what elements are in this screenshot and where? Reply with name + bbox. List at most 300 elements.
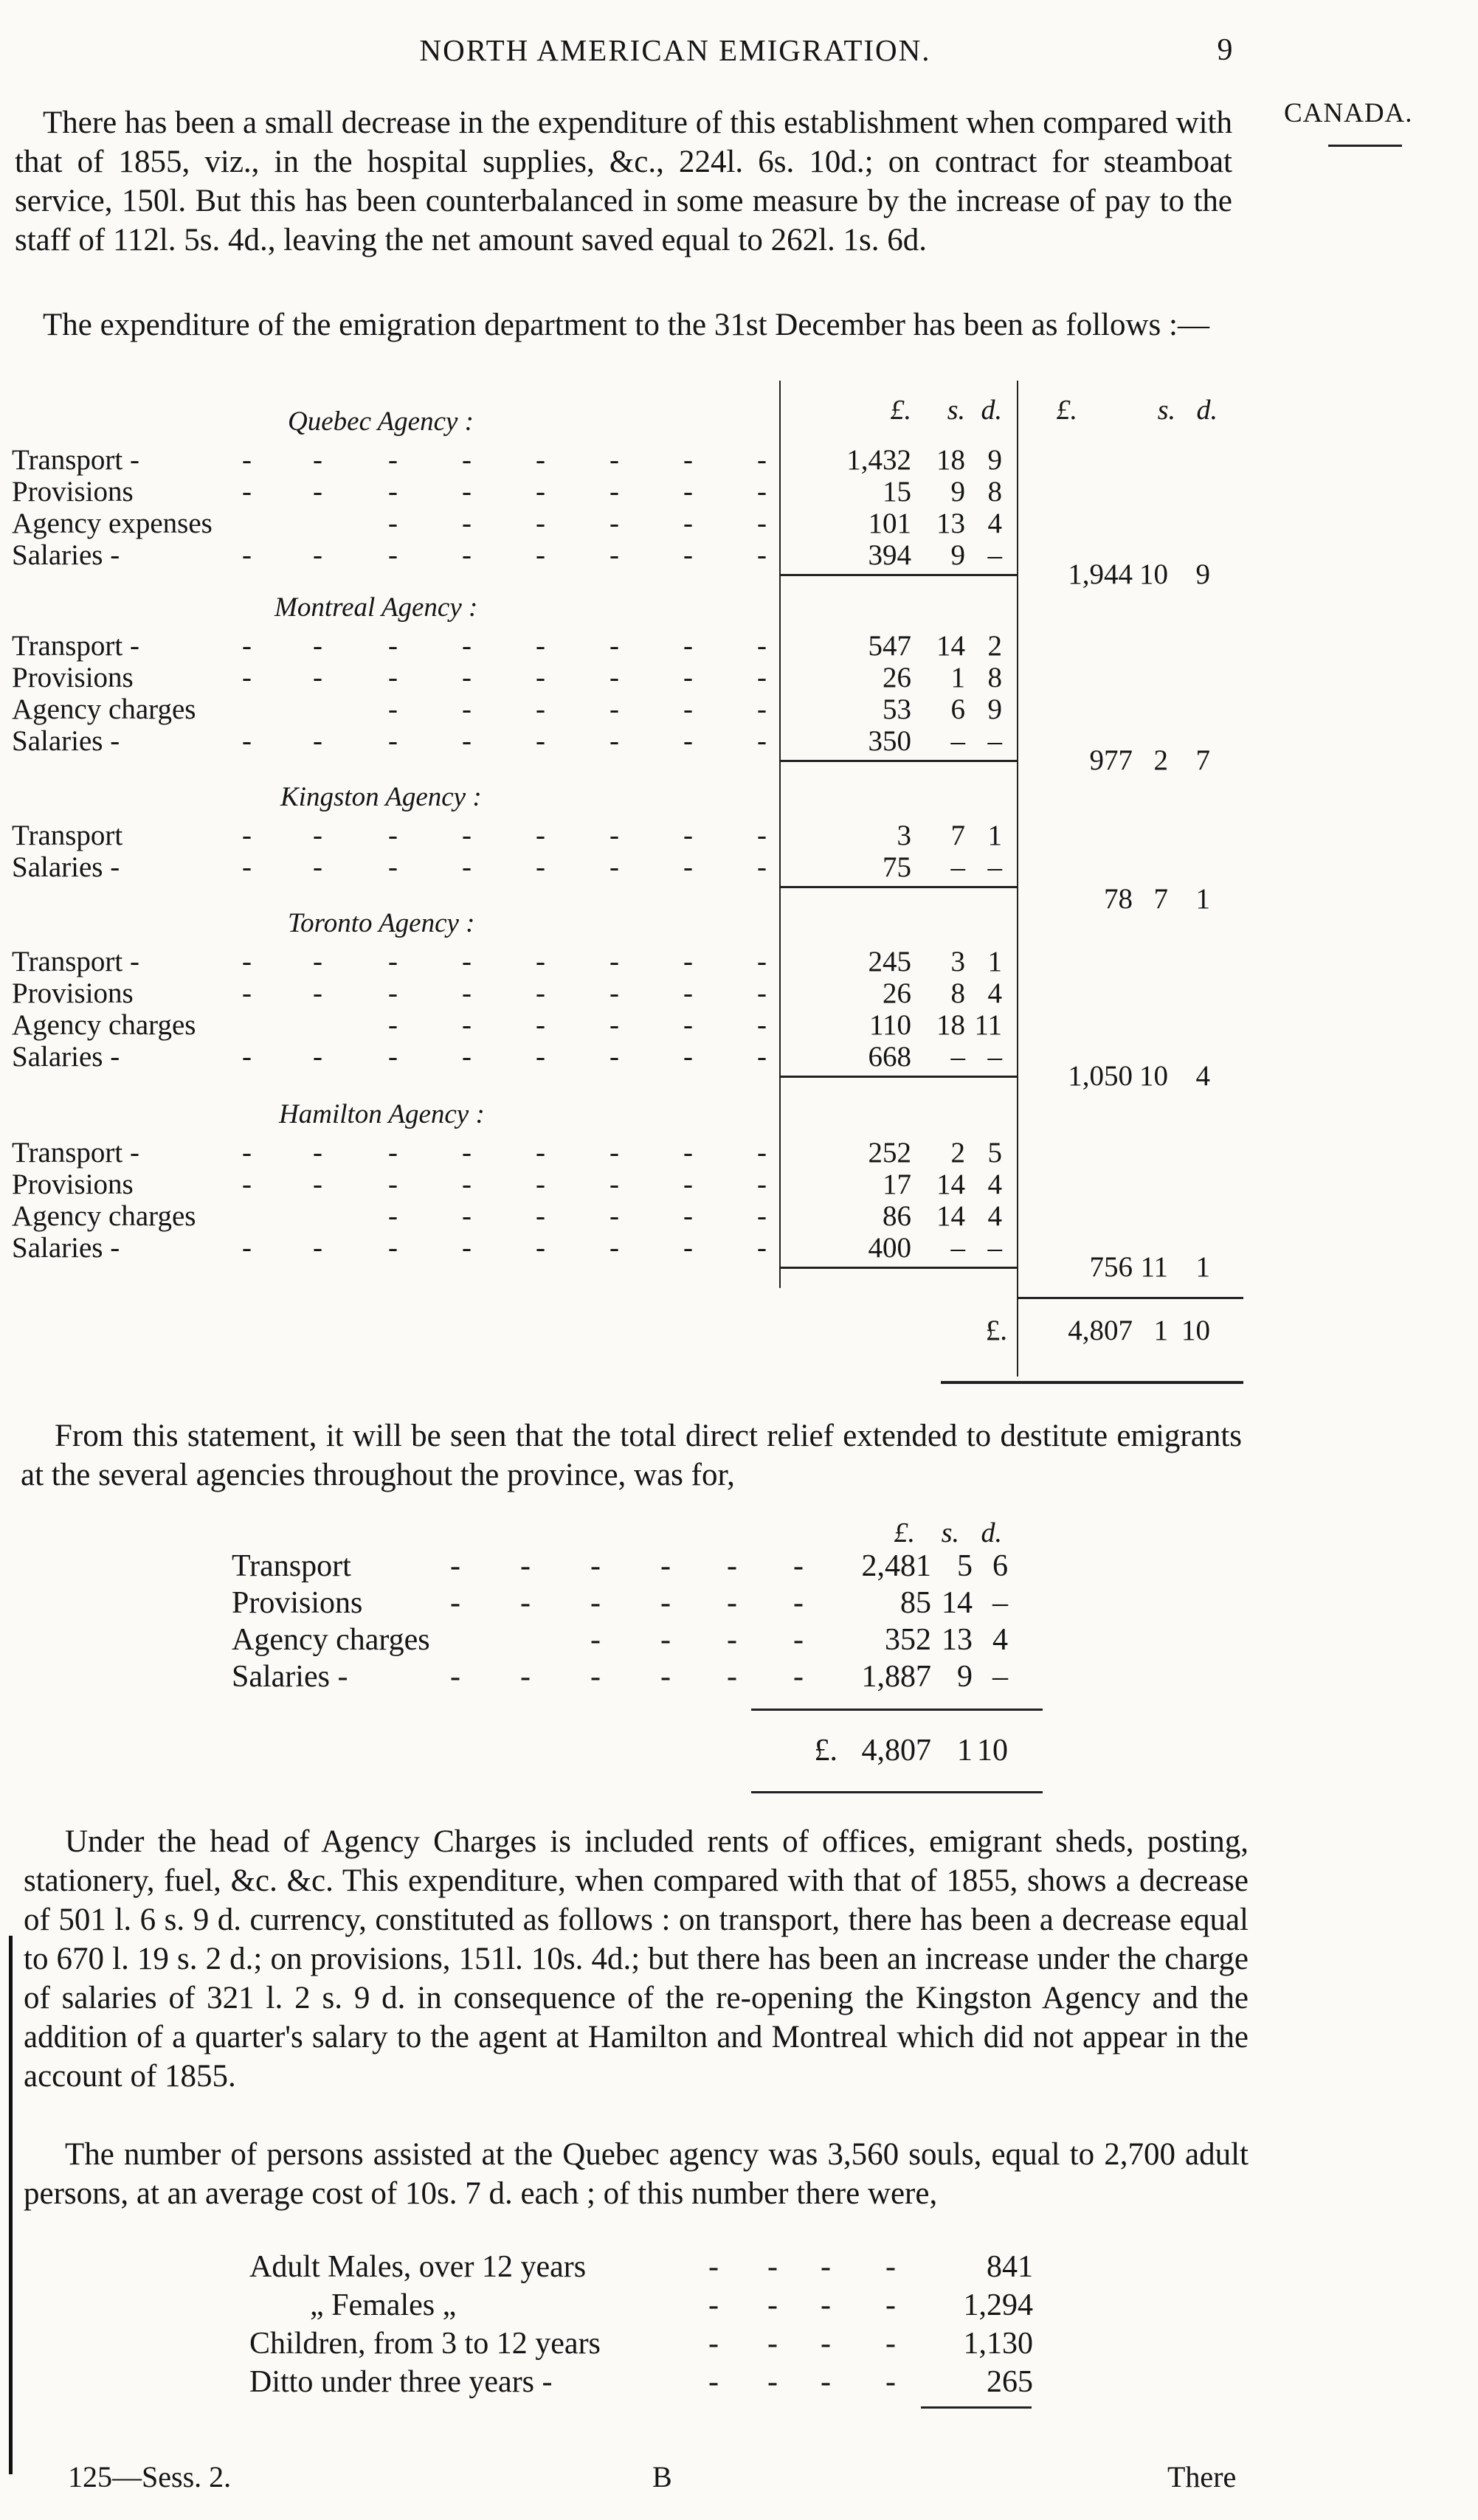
leader-dash: -: [450, 1586, 460, 1620]
ledger-pounds: 547: [868, 630, 911, 662]
leader-dash: -: [313, 1137, 322, 1169]
relief-pence: –: [992, 1660, 1008, 1694]
leader-dash: -: [536, 476, 545, 508]
leader-dash: -: [767, 2365, 778, 2399]
ledger-row-label: Provisions: [12, 1169, 134, 1200]
leader-dash: -: [313, 444, 322, 476]
ledger-shillings: 13: [936, 508, 965, 539]
leader-dash: -: [609, 1232, 619, 1264]
leader-dash: -: [536, 1137, 545, 1169]
ledger-row: [12, 476, 1266, 508]
leader-dash: -: [683, 1041, 693, 1073]
leader-dash: -: [520, 1586, 531, 1620]
expenditure-intro: [15, 305, 1232, 345]
grand-total-rule-top: [1018, 1297, 1243, 1299]
leader-dash: -: [660, 1623, 671, 1657]
leader-dash: -: [313, 476, 322, 508]
header-shillings: s.: [947, 395, 965, 426]
leader-dash: -: [590, 1623, 601, 1657]
quebec-persons-paragraph: [24, 2135, 1249, 2213]
leader-dash: -: [757, 539, 767, 571]
relief-row-label: Transport: [232, 1549, 351, 1583]
header-pence: d.: [981, 395, 1002, 426]
agency-total-shillings: 2: [1153, 744, 1168, 776]
leader-dash: -: [757, 1137, 767, 1169]
leader-dash: -: [536, 851, 545, 883]
leader-dash: -: [885, 2250, 896, 2284]
ledger-shillings: 9: [950, 476, 965, 508]
ledger-row: [12, 1200, 1266, 1233]
page-number: 9: [1217, 33, 1233, 67]
ledger-pence: 4: [987, 1200, 1002, 1232]
ledger-pence: –: [987, 725, 1002, 757]
ledger-shillings: 14: [936, 1169, 965, 1200]
ledger-row: [12, 1009, 1266, 1042]
leader-dash: -: [683, 946, 693, 977]
relief-total-row: [0, 1732, 1048, 1769]
ledger-row-label: Provisions: [12, 476, 134, 508]
ledger-shillings: 7: [950, 820, 965, 851]
ledger-row-label: Salaries -: [12, 1232, 120, 1264]
leader-dash: -: [462, 508, 472, 539]
leader-dash: -: [462, 693, 472, 725]
leader-dash: -: [462, 444, 472, 476]
leader-dash: -: [757, 476, 767, 508]
agency-charges-paragraph-text: Under the head of Agency Charges is included rents of offices, emigrant sheds, posting, stationery, fuel, &c. &c. This expenditure, when compared with that of 1855, shows a decrease of 501 l. 6 s. 9 d. currency, constituted as follows : on transport, there has been a decrease equal to 670 l. 19 s. 2 d.; on provisions, 151l. 10s. 4d.; but there has been an increase under the charge of salaries of 321 l. 2 s. 9 d. in consequence of the re-opening the Kingston Agency and the addition of a quarter's salary to the agent at Hamilton and Montreal which did not appear in the account of 1855.: [24, 1824, 1249, 2094]
leader-dash: -: [536, 693, 545, 725]
ledger-shillings: 1: [950, 662, 965, 693]
ledger-pounds: 101: [868, 508, 911, 539]
agency-total-shillings: 10: [1139, 1060, 1168, 1092]
leader-dash: -: [609, 725, 619, 757]
ledger-pounds: 75: [883, 851, 911, 883]
leader-dash: -: [609, 977, 619, 1009]
ledger-pence: 4: [987, 977, 1002, 1009]
persons-row: [0, 2287, 1048, 2324]
leader-dash: -: [821, 2250, 831, 2284]
agency-total-pounds: 977: [1089, 744, 1133, 776]
ledger-shillings: 2: [950, 1137, 965, 1169]
leader-dash: -: [388, 851, 398, 883]
ledger-row: [12, 1137, 1266, 1169]
leader-dash: -: [313, 1169, 322, 1200]
relief-row: [232, 1548, 1043, 1585]
agency-charges-paragraph: [24, 1822, 1249, 2096]
leader-dash: -: [388, 630, 398, 662]
leader-dash: -: [388, 508, 398, 539]
persons-row-label: Adult Males, over 12 years: [249, 2250, 587, 2284]
ledger-row-label: Agency charges: [12, 1200, 196, 1232]
leader-dash: -: [757, 444, 767, 476]
persons-value: 1,130: [963, 2327, 1033, 2361]
persons-row-label: Children, from 3 to 12 years: [249, 2327, 601, 2361]
relief-shillings: 9: [957, 1660, 973, 1694]
leader-dash: -: [708, 2365, 719, 2399]
ledger-row-label: Agency charges: [12, 693, 196, 725]
leader-dash: -: [683, 820, 693, 851]
ledger-shillings: 14: [936, 630, 965, 662]
leader-dash: -: [609, 1009, 619, 1041]
agency-total-pounds: 1,050: [1068, 1060, 1133, 1092]
leader-dash: -: [590, 1586, 601, 1620]
leader-dash: -: [683, 476, 693, 508]
leader-dash: -: [462, 851, 472, 883]
ledger-pence: 4: [987, 508, 1002, 539]
leader-dash: -: [757, 1232, 767, 1264]
running-head-title: NORTH AMERICAN EMIGRATION.: [419, 33, 931, 67]
leader-dash: -: [388, 977, 398, 1009]
leader-dash: -: [821, 2288, 831, 2322]
leader-dash: -: [462, 539, 472, 571]
leader-dash: -: [757, 508, 767, 539]
leader-dash: -: [242, 476, 252, 508]
persons-value: 1,294: [963, 2288, 1033, 2322]
ledger-row-label: Transport -: [12, 630, 139, 662]
ledger-shillings: 6: [950, 693, 965, 725]
persons-value: 841: [987, 2250, 1033, 2284]
agency-total-row: [0, 1060, 1254, 1093]
ledger-pence: 5: [987, 1137, 1002, 1169]
leader-dash: -: [313, 977, 322, 1009]
agency-total-pence: 1: [1195, 1251, 1210, 1283]
grand-total-row: [0, 1315, 1269, 1347]
agency-total-shillings: 7: [1153, 883, 1168, 915]
grand-total-rule-bottom: [941, 1381, 1243, 1384]
ledger-pence: –: [987, 851, 1002, 883]
relief-pence: –: [992, 1586, 1008, 1620]
ledger-pence: –: [987, 1041, 1002, 1073]
leader-dash: -: [242, 1041, 252, 1073]
ledger-pounds: 394: [868, 539, 911, 571]
relief-total-pounds: 4,807: [861, 1734, 931, 1768]
relief-pence: 4: [992, 1623, 1008, 1657]
ledger-pence: –: [987, 539, 1002, 571]
leader-dash: -: [885, 2365, 896, 2399]
relief-paragraph-text: From this statement, it will be seen that the total direct relief extended to destitute emigrants at the several agencies throughout the province, was for,: [21, 1419, 1242, 1492]
relief-pounds: 85: [900, 1586, 931, 1620]
leader-dash: -: [793, 1623, 804, 1657]
persons-row: [0, 2325, 1048, 2362]
relief-pounds: 352: [885, 1623, 931, 1657]
leader-dash: -: [242, 851, 252, 883]
ledger-shillings: 18: [936, 444, 965, 476]
ledger-pence: 9: [987, 693, 1002, 725]
intro-paragraph-text: There has been a small decrease in the expenditure of this establishment when compared with that of 1855, viz., in the hospital supplies, &c., 224l. 6s. 10d.; on contract for steamboat service, 150l. But this has been counterbalanced in some measure by the increase of pay to the staff of 112l. 5s. 4d., leaving the net amount saved equal to 262l. 1s. 6d.: [15, 105, 1232, 257]
leader-dash: -: [536, 662, 545, 693]
agency-total-row: [0, 558, 1254, 591]
leader-dash: -: [462, 476, 472, 508]
agency-total-shillings: 10: [1139, 558, 1168, 590]
ledger-pence: 9: [987, 444, 1002, 476]
leader-dash: -: [767, 2250, 778, 2284]
leader-dash: -: [793, 1586, 804, 1620]
leader-dash: -: [313, 630, 322, 662]
leader-dash: -: [313, 1232, 322, 1264]
footer-signature: B: [652, 2460, 672, 2493]
leader-dash: -: [536, 539, 545, 571]
leader-dash: -: [683, 1009, 693, 1041]
leader-dash: -: [313, 725, 322, 757]
leader-dash: -: [388, 539, 398, 571]
persons-row: [0, 2249, 1048, 2285]
relief-row: [232, 1585, 1043, 1621]
leader-dash: -: [609, 1137, 619, 1169]
ledger-pence: 8: [987, 476, 1002, 508]
relief-header-pounds: £.: [894, 1517, 915, 1548]
relief-total-prefix: £.: [814, 1734, 838, 1768]
relief-header-pence: d.: [981, 1517, 1002, 1548]
leader-dash: -: [388, 476, 398, 508]
ledger-pence: 1: [987, 946, 1002, 977]
leader-dash: -: [660, 1549, 671, 1583]
leader-dash: -: [388, 1137, 398, 1169]
ledger-row-label: Provisions: [12, 662, 134, 693]
ledger-pounds: 26: [883, 662, 911, 693]
leader-dash: -: [683, 508, 693, 539]
header-total-pounds: £.: [1056, 395, 1077, 426]
persons-row: [0, 2364, 1048, 2400]
leader-dash: -: [683, 662, 693, 693]
leader-dash: -: [462, 1009, 472, 1041]
leader-dash: -: [462, 1169, 472, 1200]
leader-dash: -: [536, 725, 545, 757]
relief-paragraph: [21, 1416, 1242, 1495]
leader-dash: -: [609, 539, 619, 571]
leader-dash: -: [757, 1009, 767, 1041]
leader-dash: -: [313, 946, 322, 977]
leader-dash: -: [462, 662, 472, 693]
leader-dash: -: [242, 630, 252, 662]
leader-dash: -: [450, 1549, 460, 1583]
leader-dash: -: [683, 539, 693, 571]
leader-dash: -: [821, 2327, 831, 2361]
leader-dash: -: [683, 693, 693, 725]
leader-dash: -: [388, 820, 398, 851]
ledger-row-label: Salaries -: [12, 851, 120, 883]
leader-dash: -: [388, 1041, 398, 1073]
agency-total-pence: 7: [1195, 744, 1210, 776]
leader-dash: -: [536, 1200, 545, 1232]
leader-dash: -: [757, 851, 767, 883]
leader-dash: -: [242, 1137, 252, 1169]
leader-dash: -: [536, 1009, 545, 1041]
leader-dash: -: [609, 1200, 619, 1232]
leader-dash: -: [609, 662, 619, 693]
leader-dash: -: [242, 1232, 252, 1264]
leader-dash: -: [609, 630, 619, 662]
leader-dash: -: [462, 725, 472, 757]
leader-dash: -: [313, 1041, 322, 1073]
agency-heading-hamilton: Hamilton Agency :: [279, 1099, 485, 1129]
leader-dash: -: [536, 1232, 545, 1264]
leader-dash: -: [388, 1232, 398, 1264]
leader-dash: -: [708, 2250, 719, 2284]
ledger-row-label: Transport -: [12, 444, 139, 476]
leader-dash: -: [388, 693, 398, 725]
ledger-row-label: Agency charges: [12, 1009, 196, 1041]
ledger-shillings: 14: [936, 1200, 965, 1232]
ledger-row: [12, 1169, 1266, 1201]
leader-dash: -: [757, 662, 767, 693]
leader-dash: -: [388, 946, 398, 977]
header-total-shillings: s.: [1157, 395, 1175, 426]
leader-dash: -: [757, 977, 767, 1009]
ledger-pounds: 26: [883, 977, 911, 1009]
ledger-row: [12, 820, 1266, 852]
leader-dash: -: [609, 693, 619, 725]
leader-dash: -: [683, 977, 693, 1009]
ledger-pounds: 400: [868, 1232, 911, 1264]
leader-dash: -: [242, 1169, 252, 1200]
ledger-row-label: Transport -: [12, 946, 139, 977]
relief-row-label: Agency charges: [232, 1623, 430, 1657]
leader-dash: -: [462, 630, 472, 662]
leader-dash: -: [450, 1660, 460, 1694]
agency-total-shillings: 11: [1140, 1251, 1168, 1283]
leader-dash: -: [609, 1041, 619, 1073]
margin-note-rule: [1328, 145, 1402, 147]
agency-heading-toronto: Toronto Agency :: [288, 908, 475, 938]
leader-dash: -: [609, 476, 619, 508]
ledger-pounds: 350: [868, 725, 911, 757]
leader-dash: -: [313, 662, 322, 693]
leader-dash: -: [767, 2288, 778, 2322]
ledger-shillings: –: [950, 1041, 965, 1073]
relief-shillings: 14: [942, 1586, 973, 1620]
relief-pence: 6: [992, 1549, 1008, 1583]
leader-dash: -: [660, 1586, 671, 1620]
leader-dash: -: [313, 539, 322, 571]
relief-total-rule-bottom: [751, 1791, 1043, 1793]
leader-dash: -: [757, 725, 767, 757]
leader-dash: -: [462, 1232, 472, 1264]
leader-dash: -: [727, 1586, 737, 1620]
leader-dash: -: [757, 630, 767, 662]
leader-dash: -: [683, 1169, 693, 1200]
leader-dash: -: [388, 1169, 398, 1200]
ledger-pounds: 3: [897, 820, 911, 851]
ledger-pence: 1: [987, 820, 1002, 851]
leader-dash: -: [683, 725, 693, 757]
leader-dash: -: [536, 630, 545, 662]
leader-dash: -: [462, 1041, 472, 1073]
leader-dash: -: [727, 1623, 737, 1657]
leader-dash: -: [683, 1200, 693, 1232]
leader-dash: -: [242, 662, 252, 693]
ledger-row-label: Provisions: [12, 977, 134, 1009]
leader-dash: -: [727, 1660, 737, 1694]
relief-row-label: Provisions: [232, 1586, 363, 1620]
agency-total-pence: 1: [1195, 883, 1210, 915]
quebec-persons-paragraph-text: The number of persons assisted at the Quebec agency was 3,560 souls, equal to 2,700 adult persons, at an average cost of 10s. 7 d. each ; of this number there were,: [24, 2137, 1249, 2211]
leader-dash: -: [242, 820, 252, 851]
agency-total-pence: 9: [1195, 558, 1210, 590]
ledger-pence: –: [987, 1232, 1002, 1264]
leader-dash: -: [767, 2327, 778, 2361]
leader-dash: -: [683, 851, 693, 883]
relief-shillings: 13: [942, 1623, 973, 1657]
ledger-pence: 8: [987, 662, 1002, 693]
ledger-pounds: 252: [868, 1137, 911, 1169]
ledger-shillings: –: [950, 851, 965, 883]
grand-total-prefix: £.: [985, 1315, 1007, 1346]
leader-dash: -: [757, 693, 767, 725]
relief-shillings: 5: [957, 1549, 973, 1583]
leader-dash: -: [609, 1169, 619, 1200]
relief-row: [232, 1621, 1043, 1658]
ledger-row: [12, 946, 1266, 978]
leader-dash: -: [885, 2288, 896, 2322]
leader-dash: -: [757, 946, 767, 977]
ledger-pounds: 110: [869, 1009, 911, 1041]
leader-dash: -: [683, 444, 693, 476]
ledger-pence: 2: [987, 630, 1002, 662]
agency-heading-quebec: Quebec Agency :: [288, 406, 474, 437]
leader-dash: -: [536, 820, 545, 851]
leader-dash: -: [520, 1660, 531, 1694]
leader-dash: -: [683, 1137, 693, 1169]
leader-dash: -: [462, 820, 472, 851]
leader-dash: -: [793, 1660, 804, 1694]
ledger-pence: 4: [987, 1169, 1002, 1200]
ledger-row-label: Transport -: [12, 1137, 139, 1169]
leader-dash: -: [821, 2365, 831, 2399]
relief-row-label: Salaries -: [232, 1660, 348, 1694]
agency-total-row: [0, 883, 1254, 915]
leader-dash: -: [388, 444, 398, 476]
grand-total-shillings: 1: [1153, 1315, 1168, 1346]
relief-row: [232, 1658, 1043, 1695]
leader-dash: -: [462, 977, 472, 1009]
leader-dash: -: [536, 508, 545, 539]
leader-dash: -: [609, 444, 619, 476]
leader-dash: -: [388, 1009, 398, 1041]
persons-row-label: Ditto under three years -: [249, 2365, 553, 2399]
leader-dash: -: [242, 946, 252, 977]
leader-dash: -: [708, 2288, 719, 2322]
ledger-pounds: 53: [883, 693, 911, 725]
agency-total-pence: 4: [1195, 1060, 1210, 1092]
leader-dash: -: [609, 820, 619, 851]
leader-dash: -: [242, 977, 252, 1009]
ledger-pounds: 17: [883, 1169, 911, 1200]
ledger-row: [12, 444, 1266, 477]
ledger-row: [12, 508, 1266, 540]
leader-dash: -: [242, 444, 252, 476]
header-total-pence: d.: [1196, 395, 1218, 426]
ledger-row-label: Salaries -: [12, 1041, 120, 1073]
ledger-pounds: 245: [868, 946, 911, 977]
leader-dash: -: [242, 725, 252, 757]
ledger-pence: 11: [974, 1009, 1002, 1041]
leader-dash: -: [536, 444, 545, 476]
ledger-shillings: 9: [950, 539, 965, 571]
agency-total-row: [0, 744, 1254, 777]
leader-dash: -: [536, 1169, 545, 1200]
leader-dash: -: [590, 1660, 601, 1694]
relief-header-shillings: s.: [941, 1517, 959, 1548]
header-pounds: £.: [890, 395, 911, 426]
agency-total-pounds: 1,944: [1068, 558, 1133, 590]
relief-pounds: 1,887: [861, 1660, 931, 1694]
ledger-pounds: 15: [883, 476, 911, 508]
leader-dash: -: [609, 851, 619, 883]
leader-dash: -: [388, 725, 398, 757]
leader-dash: -: [536, 977, 545, 1009]
leader-dash: -: [793, 1549, 804, 1583]
leader-dash: -: [683, 630, 693, 662]
footer-catchword: There: [1167, 2460, 1237, 2493]
